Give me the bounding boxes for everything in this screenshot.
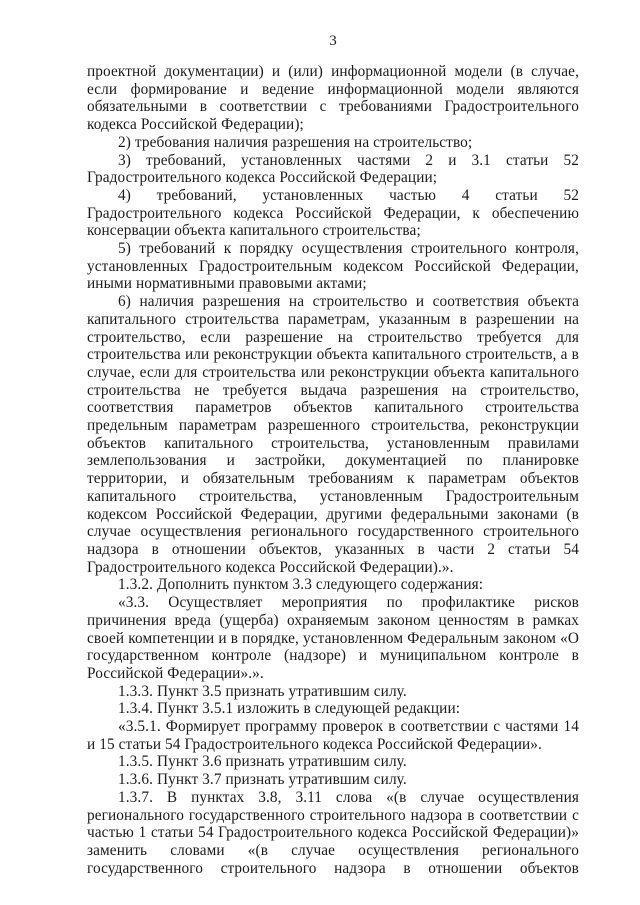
paragraph: 5) требований к порядку осуществления строительного контроля, установленных Градостроительным кодексом Российской Федерации, иными нормативными правовыми актами; xyxy=(87,240,579,293)
paragraph: «3.3. Осуществляет мероприятия по профилактике рисков причинения вреда (ущерба) охраняемым законом ценностям в рамках своей компетенции и в порядке, установленном Федеральным законом «О государственном контроле (надзоре) и муниципальном контроле в Российской Федерации».». xyxy=(87,594,579,682)
page-number: 3 xyxy=(329,33,337,49)
paragraph: 3) требований, установленных частями 2 и 3.1 статьи 52 Градостроительного кодекса Российской Федерации; xyxy=(87,151,579,187)
paragraph: 1.3.3. Пункт 3.5 признать утратившим силу. xyxy=(118,682,407,700)
paragraph: 1.3.4. Пункт 3.5.1 изложить в следующей редакции: xyxy=(118,700,461,718)
paragraph: 4) требований, установленных частью 4 статьи 52 Градостроительного кодекса Российской Федерации, к обеспечению консервации объекта капитального строительства; xyxy=(87,186,579,240)
paragraph: 2) требования наличия разрешения на строительство; xyxy=(118,133,473,151)
paragraph: 1.3.2. Дополнить пунктом 3.3 следующего содержания: xyxy=(118,576,484,594)
paragraph: проектной документации) и (или) информационной модели (в случае, если формирование и ведение информационной модели являются обязательными в соответствии с требованиями Градостроительного кодекса Российской Федерации); xyxy=(87,63,579,134)
paragraph: «3.5.1. Формирует программу проверок в соответствии с частями 14 и 15 статьи 54 Градостроительного кодекса Российской Федерации». xyxy=(87,718,579,753)
paragraph: 1.3.5. Пункт 3.6 признать утратившим силу. xyxy=(118,753,407,771)
paragraph: 1.3.6. Пункт 3.7 признать утратившим силу. xyxy=(118,771,407,789)
paragraph: 6) наличия разрешения на строительство и соответствия объекта капитального строительства параметрам, указанным в разрешении на строительство, если разрешение на строительство требуется для строительства или реконструкции объекта капитального строительств, а в случае, если для строительства или реконструкции объекта капитального строительства не требуется выдача разрешения на строительство, соответствия параметров объектов капитального строительства предельным параметрам разрешенного строительства, реконструкции объектов капитального строительства, установленным правилами землепользования и застройки, документацией по планировке территории, и обязательным требованиям к параметрам объектов капитального строительства, установленным Градостроительным кодексом Российской Федерации, другими федеральными законами (в случае осуществления регионального государственного строительного надзора в отношении объектов, указанных в части 2 статьи 54 Градостроительного кодекса Российской Федерации).». xyxy=(87,293,579,576)
document-body xyxy=(87,63,579,877)
paragraph: 1.3.7. В пунктах 3.8, 3.11 слова «(в случае осуществления регионального государственного строительного надзора в соответствии с частью 1 статьи 54 Градостроительного кодекса Российской Федерации)» заменить словами «(в случае осуществления регионального государственного строительного надзора в отношении объектов xyxy=(87,788,579,877)
